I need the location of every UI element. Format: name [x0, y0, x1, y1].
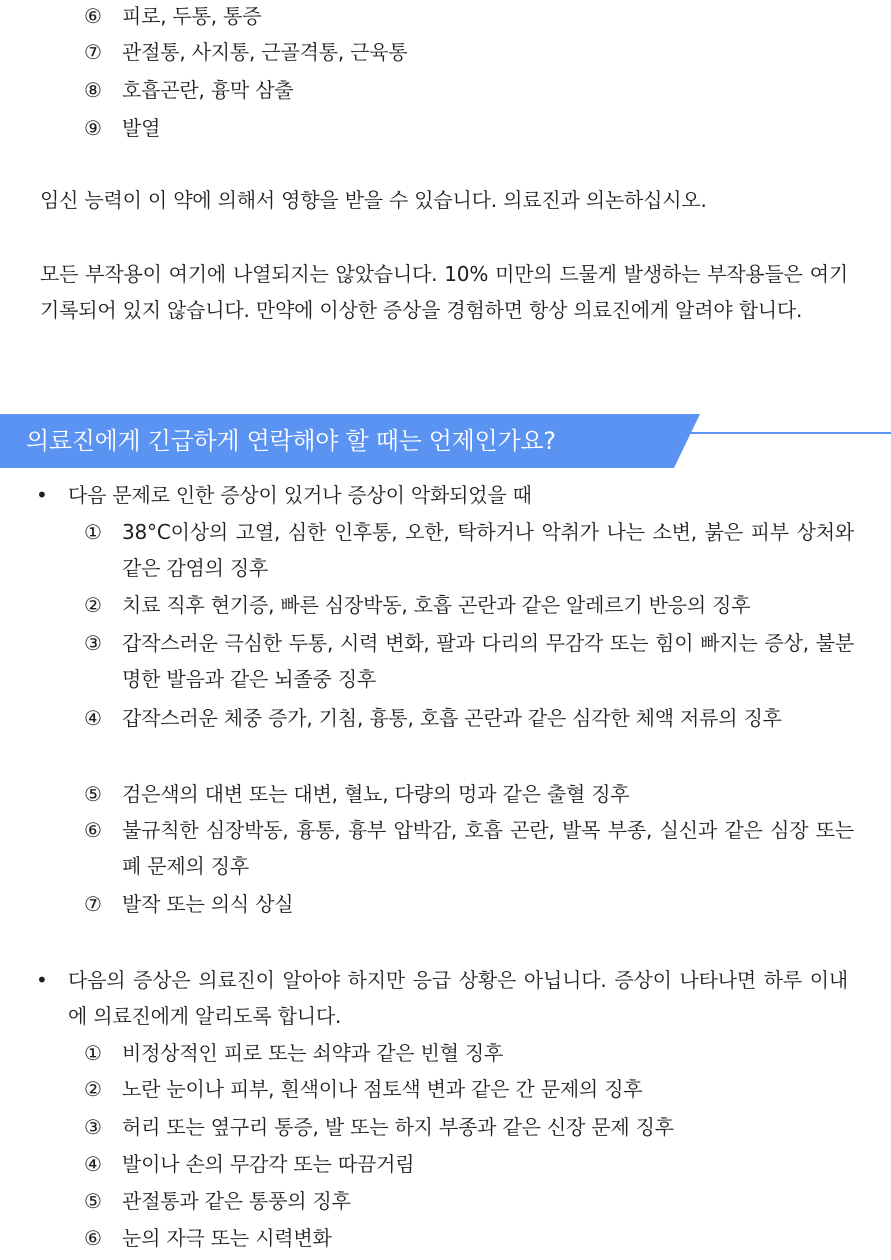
item-number: ⑦	[84, 892, 102, 916]
section-header	[0, 414, 891, 468]
bullet-item	[36, 962, 848, 1034]
item-text: 불규칙한 심장박동, 흉통, 흉부 압박감, 호흡 곤란, 발목 부종, 실신과 같은 심장 또는 폐 문제의 징후	[122, 818, 855, 878]
list-item	[84, 0, 854, 34]
item-text: 38°C이상의 고열, 심한 인후통, 오한, 탁하거나 악취가 나는 소변, 붉은 피부 상처와 같은 감염의 징후	[122, 520, 854, 580]
bullet-dot: •	[36, 483, 48, 507]
list-item	[84, 1220, 854, 1256]
item-text: 검은색의 대변 또는 대변, 혈뇨, 다량의 멍과 같은 출혈 징후	[122, 782, 630, 806]
list-item	[84, 110, 854, 146]
item-text: 관절통과 같은 통풍의 징후	[122, 1189, 351, 1213]
item-number: ①	[84, 1041, 102, 1065]
list-item	[84, 1071, 854, 1107]
list-item	[84, 587, 854, 623]
item-number: ②	[84, 593, 102, 617]
fertility-paragraph: 임신 능력이 이 약에 의해서 영향을 받을 수 있습니다. 의료진과 의논하십시오.	[40, 188, 707, 212]
item-text: 눈의 자극 또는 시력변화	[122, 1226, 332, 1250]
item-number: ⑦	[84, 40, 102, 64]
item-number: ⑨	[84, 116, 102, 140]
item-number: ②	[84, 1077, 102, 1101]
bullet-dot: •	[36, 968, 48, 992]
list-item	[84, 72, 854, 108]
item-number: ③	[84, 631, 102, 655]
item-number: ①	[84, 520, 102, 544]
list-item	[84, 886, 854, 922]
item-text: 발작 또는 의식 상실	[122, 892, 294, 916]
item-text: 호흡곤란, 흉막 삼출	[122, 78, 294, 102]
list-item	[84, 776, 854, 812]
item-number: ⑥	[84, 4, 102, 28]
item-number: ⑤	[84, 782, 102, 806]
item-text: 피로, 두통, 통증	[122, 4, 262, 28]
item-number: ④	[84, 706, 102, 730]
item-text: 갑작스러운 체중 증가, 기침, 흉통, 호흡 곤란과 같은 심각한 체액 저류의 징후	[122, 706, 782, 730]
list-item	[84, 1035, 854, 1071]
item-number: ③	[84, 1115, 102, 1139]
list-item	[84, 34, 854, 70]
item-text: 발이나 손의 무감각 또는 따끔거림	[122, 1152, 415, 1176]
bullet-text: 다음의 증상은 의료진이 알아야 하지만 응급 상황은 아닙니다. 증상이 나타나면 하루 이내에 의료진에게 알리도록 합니다.	[68, 968, 848, 1028]
item-number: ⑧	[84, 78, 102, 102]
item-text: 관절통, 사지통, 근골격통, 근육통	[122, 40, 408, 64]
list-item	[84, 1183, 854, 1219]
item-text: 허리 또는 옆구리 통증, 발 또는 하지 부종과 같은 신장 문제 징후	[122, 1115, 674, 1139]
list-item	[84, 1109, 854, 1145]
list-item	[84, 700, 854, 736]
item-number: ⑥	[84, 1226, 102, 1250]
item-number: ④	[84, 1152, 102, 1176]
item-text: 노란 눈이나 피부, 흰색이나 점토색 변과 같은 간 문제의 징후	[122, 1077, 643, 1101]
bullet-text: 다음 문제로 인한 증상이 있거나 증상이 악화되었을 때	[68, 483, 532, 507]
item-text: 발열	[122, 116, 161, 140]
section-title: 의료진에게 긴급하게 연락해야 할 때는 언제인가요?	[26, 427, 556, 455]
list-item	[84, 1146, 854, 1182]
list-item	[84, 812, 854, 884]
item-text: 치료 직후 현기증, 빠른 심장박동, 호흡 곤란과 같은 알레르기 반응의 징후	[122, 593, 751, 617]
list-item	[84, 514, 854, 586]
bullet-item	[36, 477, 848, 513]
item-text: 갑작스러운 극심한 두통, 시력 변화, 팔과 다리의 무감각 또는 힘이 빠지는 증상, 불분명한 발음과 같은 뇌졸중 징후	[122, 631, 854, 691]
item-number: ⑤	[84, 1189, 102, 1213]
item-text: 비정상적인 피로 또는 쇠약과 같은 빈혈 징후	[122, 1041, 504, 1065]
list-item	[84, 625, 854, 697]
item-number: ⑥	[84, 818, 102, 842]
not-listed-paragraph: 모든 부작용이 여기에 나열되지는 않았습니다. 10% 미만의 드물게 발생하는 부작용들은 여기 기록되어 있지 않습니다. 만약에 이상한 증상을 경험하면 항상 의료진에게 알려야 합니다.	[40, 262, 848, 322]
